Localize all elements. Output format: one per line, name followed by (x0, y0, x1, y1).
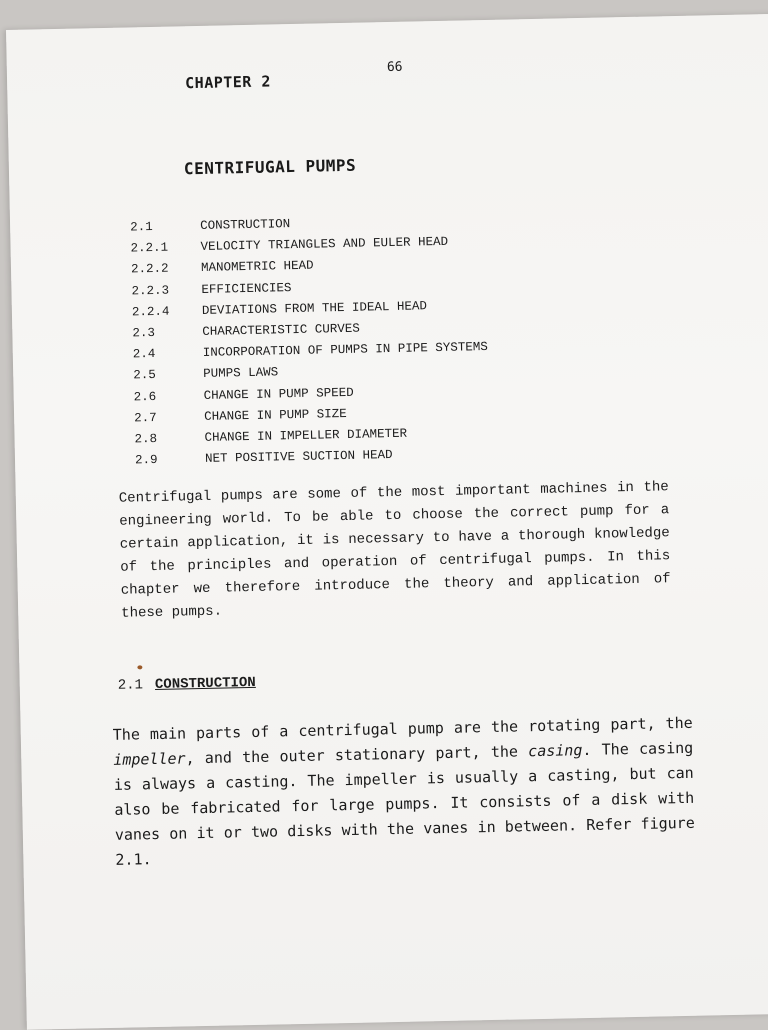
section-title: CONSTRUCTION (154, 674, 256, 694)
toc-title: CONSTRUCTION (200, 217, 291, 233)
chapter-label: CHAPTER 2 (184, 72, 272, 93)
paragraph-text: , and the outer stationary part, the (185, 742, 529, 768)
section-number: 2.1 (117, 677, 144, 694)
toc-number: 2.7 (134, 410, 157, 426)
toc-title: CHANGE IN PUMP SPEED (203, 385, 354, 403)
toc-title: PUMPS LAWS (203, 365, 279, 382)
toc-title: CHANGE IN IMPELLER DIAMETER (204, 426, 408, 445)
toc-number: 2.2.4 (131, 304, 170, 320)
intro-paragraph: Centrifugal pumps are some of the most important machines in the engineering world. To be able to choose the correct pump for a certain application, it is necessary to have a thorough knowledge of the principles and operation of centrifugal pumps. In this chapter we therefore introduce the theory and application of these pumps. (118, 479, 671, 622)
toc-number: 2.2.2 (130, 262, 169, 277)
toc-number: 2.2.1 (130, 240, 169, 256)
toc-title: EFFICIENCIES (201, 280, 292, 297)
toc-number: 2.4 (132, 347, 156, 362)
paragraph-text: . The casing is always a casting. The impeller is usually a casting, but can also be fabricated for large pumps. It consists of a disk with vanes on it or two disks with the vanes in between. Refer figure 2.1. (113, 738, 695, 869)
toc-title: VELOCITY TRIANGLES AND EULER HEAD (200, 234, 449, 255)
toc-number: 2.2.3 (131, 283, 170, 298)
toc-title: CHARACTERISTIC CURVES (202, 321, 361, 339)
section-heading (118, 675, 256, 694)
toc-number: 2.9 (134, 452, 158, 468)
toc-title: INCORPORATION OF PUMPS IN PIPE SYSTEMS (202, 340, 488, 361)
ink-mark (137, 665, 142, 669)
paragraph-text: The main parts of a centrifugal pump are the rotating part, the (112, 713, 693, 744)
toc-number: 2.8 (134, 431, 158, 447)
toc-number: 2.5 (133, 368, 156, 383)
document-page (6, 13, 768, 1029)
term-impeller: impeller (113, 749, 186, 769)
toc-title: MANOMETRIC HEAD (200, 258, 314, 276)
chapter-title: CENTRIFUGAL PUMPS (183, 155, 357, 179)
toc-title: CHANGE IN PUMP SIZE (203, 406, 347, 424)
toc-number: 2.6 (133, 389, 157, 404)
page-number: 66 (386, 59, 403, 76)
table-of-contents (130, 209, 555, 472)
section-paragraph (113, 711, 696, 873)
toc-number: 2.3 (132, 325, 156, 341)
term-casing: casing (528, 741, 583, 761)
toc-title: DEVIATIONS FROM THE IDEAL HEAD (201, 298, 428, 318)
toc-number: 2.1 (130, 219, 153, 235)
toc-title: NET POSITIVE SUCTION HEAD (204, 448, 393, 466)
